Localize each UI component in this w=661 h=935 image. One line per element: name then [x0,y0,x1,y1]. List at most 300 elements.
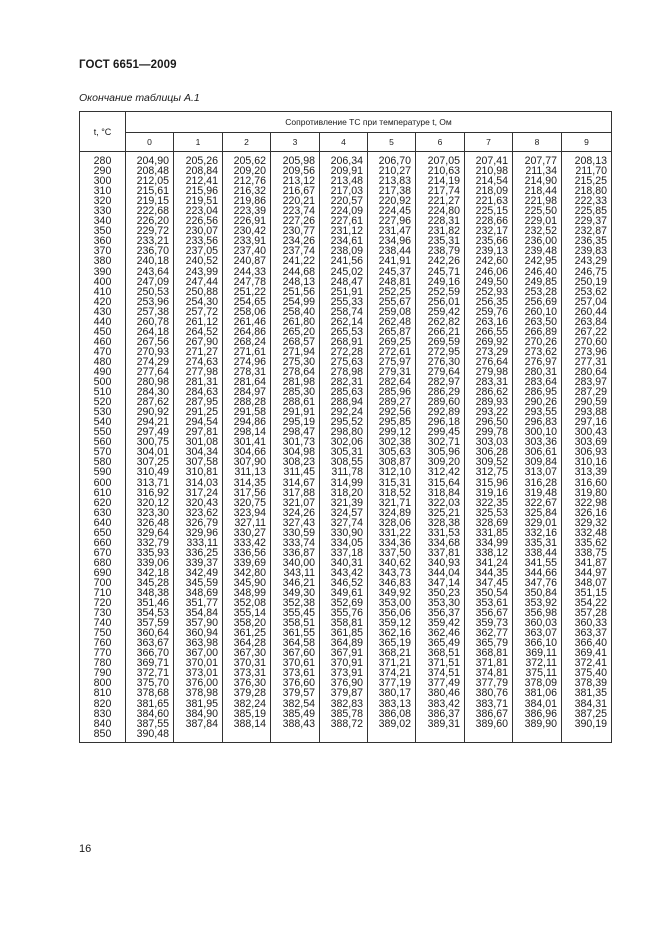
resistance-cell: 226,91 [233,215,266,228]
resistance-cell: 347,45 [475,576,508,589]
resistance-cell: 362,46 [427,627,460,640]
temperature-cell: 430 [93,305,112,318]
temperature-cell: 740 [93,617,112,630]
resistance-cell: 275,63 [330,355,363,368]
resistance-cell: 320,75 [233,496,266,509]
resistance-cell: 218,09 [475,185,508,198]
resistance-cell: 368,81 [475,647,508,660]
resistance-cell: 378,39 [574,677,608,690]
resistance-cell: 228,66 [475,215,508,228]
column-header-8: 8 [513,133,562,152]
resistance-cell: 354,53 [136,607,169,620]
resistance-cell: 238,09 [330,245,363,258]
resistance-cell: 334,05 [330,536,363,549]
resistance-cell: 356,98 [524,607,557,620]
resistance-cell: 306,28 [475,446,508,459]
resistance-cell: 270,60 [574,335,608,348]
resistance-cell: 376,60 [282,677,315,690]
temperature-cell: 490 [93,365,112,378]
resistance-cell: 247,09 [136,275,169,288]
temperature-cell: 340 [93,215,112,228]
resistance-cell: 339,37 [185,556,218,569]
resistance-cell: 239,13 [475,245,508,258]
resistance-cell: 257,38 [136,305,169,318]
resistance-cell: 342,80 [233,566,266,579]
resistance-cell: 356,67 [475,607,508,620]
resistance-cell: 307,25 [136,456,169,469]
resistance-cell: 312,10 [378,466,411,479]
resistance-cell: 212,41 [185,175,218,188]
resistance-cell: 361,25 [233,627,266,640]
resistance-cell: 334,68 [427,536,460,549]
resistance-cell: 299,45 [427,426,460,439]
resistance-cell: 296,18 [427,416,460,429]
resistance-cell: 386,67 [475,707,508,720]
resistance-cell: 291,25 [185,406,218,419]
resistance-cell: 231,82 [427,225,460,238]
resistance-cell: 286,62 [475,386,508,399]
resistance-cell: 342,49 [185,566,218,579]
resistance-cell: 359,73 [475,617,508,630]
resistance-cell: 350,54 [475,587,508,600]
resistance-cell: 290,59 [574,396,608,409]
resistance-cell: 207,77 [524,155,557,167]
resistance-cell: 373,31 [233,667,266,680]
resistance-cell: 206,70 [378,155,411,167]
resistance-cell: 312,42 [427,466,460,479]
resistance-cell: 356,06 [378,607,411,620]
resistance-cell: 268,57 [282,335,315,348]
resistance-cell: 240,18 [136,255,169,268]
temperature-cell: 800 [93,677,112,690]
page-number: 16 [79,843,92,855]
resistance-cell: 386,96 [524,707,557,720]
resistance-cell: 336,56 [233,546,266,559]
resistance-cell: 224,09 [330,205,363,218]
resistance-cell: 289,93 [475,396,508,409]
resistance-cell: 341,55 [524,556,557,569]
temperature-cell: 770 [93,647,112,660]
resistance-cell: 271,27 [185,345,218,358]
resistance-cell: 368,51 [427,647,460,660]
resistance-cell: 363,67 [136,637,169,650]
resistance-cell: 304,01 [136,446,169,459]
resistance-cell: 327,43 [282,516,315,529]
resistance-cell: 388,43 [282,717,315,730]
resistance-cell: 224,80 [427,205,460,218]
resistance-cell: 358,81 [330,617,363,630]
resistance-cell: 239,83 [574,245,608,258]
resistance-cell: 283,97 [574,376,608,389]
resistance-cell: 262,14 [330,315,363,328]
resistance-cell: 238,44 [378,245,411,258]
resistance-cell: 219,51 [185,195,218,208]
resistance-cell: 210,27 [378,165,411,178]
resistance-cell: 263,84 [574,315,608,328]
resistance-cell: 371,51 [427,657,460,670]
resistance-cell: 353,61 [475,597,508,610]
resistance-cell: 307,58 [185,456,218,469]
resistance-cell: 209,56 [282,165,315,178]
resistance-cell: 362,16 [378,627,411,640]
resistance-cell: 230,42 [233,225,266,238]
resistance-cell: 345,59 [185,576,218,589]
resistance-cell: 242,60 [475,255,508,268]
resistance-cell: 299,78 [475,426,508,439]
resistance-cell: 323,94 [233,506,266,519]
value-column-1 [174,152,223,743]
resistance-cell: 344,66 [524,566,557,579]
resistance-cell: 289,27 [378,396,411,409]
resistance-cell: 303,36 [524,436,557,449]
resistance-cell: 206,34 [330,155,363,167]
resistance-cell: 355,76 [330,607,363,620]
resistance-cell: 211,34 [525,165,557,178]
resistance-cell: 216,67 [282,185,315,198]
resistance-cell: 272,28 [330,345,363,358]
resistance-cell: 311,13 [234,466,266,479]
resistance-cell: 221,98 [524,195,557,208]
resistance-cell: 233,91 [233,235,266,248]
resistance-cell: 288,28 [233,396,266,409]
resistance-cell: 326,16 [574,506,608,519]
column-header-9: 9 [562,133,612,152]
resistance-cell: 282,97 [427,376,460,389]
resistance-cell: 295,19 [282,416,315,429]
resistance-cell: 220,21 [282,195,315,208]
resistance-cell: 316,28 [524,476,557,489]
column-header-3: 3 [271,133,320,152]
resistance-cell: 205,62 [233,155,266,167]
resistance-cell: 223,74 [282,205,315,218]
resistance-cell: 224,45 [378,205,411,218]
resistance-cell: 341,87 [574,556,608,569]
resistance-cell: 357,28 [574,607,608,620]
resistance-cell: 353,92 [524,597,557,610]
resistance-cell: 369,11 [525,647,557,660]
resistance-cell: 387,84 [185,717,218,730]
temperature-cell: 700 [93,576,112,589]
resistance-cell: 317,56 [233,486,266,499]
resistance-cell: 365,49 [427,637,460,650]
resistance-cell: 370,91 [330,657,363,670]
resistance-cell: 232,87 [574,225,608,238]
resistance-cell: 287,62 [136,396,169,409]
resistance-cell: 329,32 [574,516,608,529]
temperature-cell: 370 [93,245,112,258]
value-column-0 [126,152,174,743]
resistance-cell: 335,62 [574,536,608,549]
resistance-cell: 363,37 [574,627,608,640]
temperature-cell: 660 [93,536,112,549]
temperature-cell: 460 [93,335,112,348]
resistance-cell: 383,42 [427,697,460,710]
resistance-cell: 343,73 [378,566,411,579]
resistance-cell: 220,92 [378,195,411,208]
resistance-cell: 218,44 [524,185,557,198]
resistance-cell: 265,87 [378,325,411,338]
resistance-cell: 295,85 [378,416,411,429]
resistance-cell: 319,16 [475,486,508,499]
temperature-cell: 380 [93,255,112,268]
temperature-cell: 760 [93,637,112,650]
resistance-cell: 310,49 [136,466,169,479]
resistance-cell: 390,19 [574,717,608,730]
resistance-cell: 236,00 [524,235,557,248]
temperature-cell: 810 [93,687,112,700]
resistance-cell: 323,30 [136,506,169,519]
resistance-cell: 293,22 [475,406,508,419]
resistance-cell: 252,25 [378,285,411,298]
resistance-cell: 255,33 [330,295,363,308]
resistance-cell: 328,06 [378,516,411,529]
resistance-cell: 229,01 [524,215,557,228]
resistance-cell: 214,19 [427,175,460,188]
temperature-cell: 520 [93,396,112,409]
resistance-cell: 282,31 [330,376,363,389]
resistance-cell: 305,96 [427,446,460,459]
resistance-cell: 385,19 [233,707,266,720]
resistance-cell: 230,07 [185,225,218,238]
resistance-cell: 384,90 [185,707,218,720]
resistance-cell: 384,31 [574,697,608,710]
resistance-cell: 389,02 [378,717,411,730]
resistance-cell: 376,30 [233,677,266,690]
resistance-cell: 233,21 [136,235,169,248]
resistance-cell: 349,61 [330,587,363,600]
temperature-cell: 840 [93,717,112,730]
resistance-cell: 331,53 [427,526,460,539]
value-column-4 [320,152,368,743]
resistance-cell: 249,50 [475,275,508,288]
resistance-cell: 300,75 [136,436,169,449]
resistance-cell: 280,98 [136,376,169,389]
resistance-cell: 225,85 [574,205,608,218]
resistance-cell: 346,52 [330,576,363,589]
resistance-cell: 361,85 [330,627,363,640]
resistance-cell: 326,79 [185,516,218,529]
resistance-cell: 213,48 [330,175,363,188]
resistance-cell: 235,31 [427,235,460,248]
resistance-cell: 358,20 [233,617,266,630]
temperature-cell: 360 [93,235,112,248]
resistance-cell: 286,95 [524,386,557,399]
resistance-group-header: Сопротивление ТС при температуре t, Ом [126,112,612,133]
resistance-cell: 328,69 [475,516,508,529]
resistance-cell: 313,07 [524,466,557,479]
resistance-cell: 380,17 [378,687,411,700]
resistance-cell: 297,49 [136,426,169,439]
resistance-cell: 344,35 [475,566,508,579]
resistance-cell: 273,29 [475,345,508,358]
resistance-cell: 356,37 [427,607,460,620]
resistance-cell: 246,75 [574,265,608,278]
resistance-cell: 379,28 [233,687,266,700]
resistance-cell: 334,36 [378,536,411,549]
resistance-cell: 369,41 [574,647,608,660]
resistance-cell: 243,64 [136,265,169,278]
resistance-cell: 319,80 [574,486,608,499]
resistance-cell: 241,56 [330,255,363,268]
resistance-cell: 305,31 [330,446,363,459]
resistance-cell: 306,61 [524,446,557,459]
resistance-cell: 242,26 [427,255,460,268]
resistance-cell: 360,64 [136,627,169,640]
resistance-cell: 292,56 [378,406,411,419]
resistance-cell: 320,43 [185,496,218,509]
resistance-cell: 259,76 [475,305,508,318]
resistance-cell: 317,88 [282,486,315,499]
temperature-cell: 850 [93,727,112,740]
resistance-cell: 337,81 [427,546,460,559]
resistance-cell: 276,97 [524,355,557,368]
resistance-cell: 332,79 [136,536,169,549]
resistance-cell: 254,30 [185,295,218,308]
resistance-cell: 320,12 [136,496,169,509]
resistance-cell: 371,21 [378,657,411,670]
resistance-cell: 290,26 [524,396,557,409]
resistance-cell: 323,62 [185,506,218,519]
temperature-cell: 510 [93,386,112,399]
temperature-cell: 540 [93,416,112,429]
resistance-cell: 318,84 [427,486,460,499]
temperature-cell: 390 [93,265,112,278]
resistance-cell: 217,38 [378,185,411,198]
resistance-table [79,111,612,743]
resistance-cell: 260,78 [136,315,169,328]
resistance-cell: 386,37 [427,707,460,720]
resistance-cell: 294,54 [185,416,218,429]
resistance-cell: 349,92 [378,587,411,600]
column-header-6: 6 [416,133,465,152]
resistance-cell: 283,64 [524,376,557,389]
resistance-cell: 326,48 [136,516,169,529]
resistance-cell: 254,99 [282,295,315,308]
resistance-cell: 378,09 [524,677,557,690]
resistance-cell: 227,61 [330,215,363,228]
resistance-cell: 291,58 [233,406,266,419]
temperature-cell: 320 [93,195,112,208]
resistance-cell: 388,72 [330,717,363,730]
resistance-cell: 325,53 [475,506,508,519]
resistance-cell: 379,87 [330,687,363,700]
resistance-cell: 269,25 [378,335,411,348]
resistance-cell: 303,03 [475,436,508,449]
resistance-cell: 366,70 [136,647,169,660]
resistance-cell: 380,76 [475,687,508,700]
resistance-cell: 301,08 [185,436,218,449]
column-header-1: 1 [174,133,223,152]
resistance-cell: 322,03 [427,496,460,509]
resistance-cell: 285,63 [330,386,363,399]
resistance-cell: 297,81 [185,426,218,439]
resistance-cell: 258,40 [282,305,315,318]
resistance-cell: 207,41 [475,155,508,167]
resistance-cell: 238,79 [427,245,460,258]
resistance-cell: 373,91 [330,667,363,680]
resistance-cell: 257,04 [574,295,608,308]
resistance-cell: 316,60 [574,476,608,489]
resistance-cell: 226,20 [136,215,169,228]
resistance-cell: 355,14 [233,607,266,620]
resistance-cell: 343,11 [283,566,315,579]
resistance-cell: 343,42 [330,566,363,579]
resistance-cell: 248,81 [378,275,411,288]
resistance-cell: 213,83 [378,175,411,188]
resistance-cell: 272,61 [378,345,411,358]
resistance-cell: 310,16 [574,456,608,469]
resistance-cell: 225,50 [524,205,557,218]
resistance-cell: 363,07 [524,627,557,640]
resistance-cell: 265,53 [330,325,363,338]
resistance-cell: 321,39 [330,496,363,509]
resistance-cell: 261,46 [233,315,266,328]
resistance-cell: 329,01 [524,516,557,529]
resistance-cell: 210,98 [475,165,508,178]
column-header-7: 7 [465,133,513,152]
resistance-cell: 348,38 [136,587,169,600]
resistance-cell: 373,61 [282,667,315,680]
resistance-cell: 377,79 [475,677,508,690]
resistance-cell: 251,22 [233,285,266,298]
resistance-cell: 344,04 [427,566,460,579]
temperature-cell: 290 [93,165,112,178]
resistance-cell: 245,71 [427,265,460,278]
resistance-cell: 347,76 [524,576,557,589]
resistance-cell: 314,67 [282,476,315,489]
resistance-cell: 257,72 [185,305,218,318]
resistance-cell: 317,24 [185,486,218,499]
temperature-cell: 310 [93,185,112,198]
resistance-cell: 210,63 [427,165,460,178]
resistance-cell: 280,64 [574,365,608,378]
resistance-cell: 303,69 [574,436,608,449]
value-column-9 [562,152,612,743]
resistance-cell: 271,94 [282,345,315,358]
resistance-cell: 292,89 [427,406,460,419]
resistance-cell: 330,59 [282,526,315,539]
resistance-cell: 335,31 [524,536,557,549]
resistance-cell: 366,10 [524,637,557,650]
resistance-cell: 352,69 [330,597,363,610]
resistance-cell: 236,70 [136,245,169,258]
resistance-cell: 389,60 [475,717,508,730]
resistance-cell: 249,85 [524,275,557,288]
resistance-cell: 329,64 [136,526,169,539]
resistance-cell: 348,69 [185,587,218,600]
resistance-cell: 255,67 [378,295,411,308]
temperature-cell: 610 [93,486,112,499]
resistance-cell: 322,98 [574,496,608,509]
resistance-cell: 262,82 [427,315,460,328]
resistance-cell: 277,98 [185,365,218,378]
resistance-cell: 222,33 [574,195,608,208]
resistance-cell: 291,91 [282,406,315,419]
resistance-cell: 385,49 [282,707,315,720]
resistance-cell: 267,90 [185,335,218,348]
resistance-cell: 208,84 [185,165,218,178]
resistance-cell: 265,20 [282,325,315,338]
resistance-cell: 372,71 [136,667,169,680]
resistance-cell: 315,31 [378,476,411,489]
resistance-cell: 386,08 [378,707,411,720]
resistance-cell: 293,55 [524,406,557,419]
resistance-cell: 313,71 [136,476,169,489]
resistance-cell: 215,61 [136,185,169,198]
resistance-cell: 253,62 [574,285,608,298]
resistance-cell: 363,98 [185,637,218,650]
resistance-cell: 301,41 [233,436,266,449]
